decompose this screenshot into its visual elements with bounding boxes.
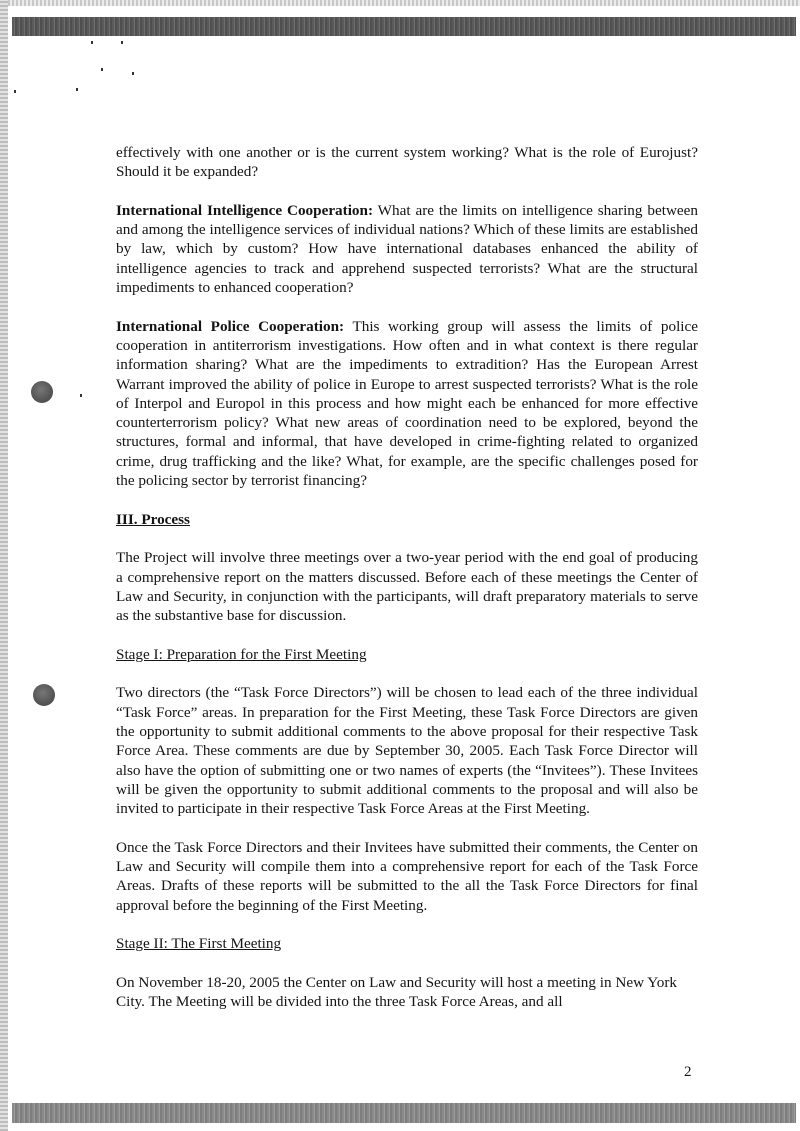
- page-number: 2: [684, 1064, 692, 1080]
- scan-speck: [91, 41, 93, 44]
- process-heading: III. Process: [116, 510, 190, 528]
- scan-edge-top: [0, 0, 800, 6]
- continuation-paragraph: effectively with one another or is the current system working? What is the role of Eurojust? Should it be expanded?: [116, 144, 698, 181]
- police-cooperation-label: International Police Cooperation:: [116, 317, 345, 335]
- scan-speck: [80, 394, 82, 397]
- scan-bar-bottom: [12, 1103, 796, 1123]
- scan-speck: [132, 72, 134, 75]
- stage-1-heading: Stage I: Preparation for the First Meeting: [116, 645, 367, 663]
- scan-speck: [101, 68, 103, 71]
- stage-2-paragraph-1: On November 18-20, 2005 the Center on Law and Security will host a meeting in New York City. The Meeting will be divided into the three Task Force Areas, and all: [116, 973, 677, 1011]
- intelligence-cooperation-label: International Intelligence Cooperation:: [116, 201, 374, 219]
- document-body: [116, 143, 698, 1031]
- stage-2-heading: Stage II: The First Meeting: [116, 935, 282, 953]
- process-intro-paragraph: The Project will involve three meetings over a two-year period with the end goal of producing a comprehensive report on the matters discussed. Before each of these meetings the Center of Law and Security, in conjunction with the participants, will draft preparatory materials to serve as the substantive base for discussion.: [116, 549, 698, 625]
- stage-1-paragraph-2: Once the Task Force Directors and their Invitees have submitted their comments, the Center on Law and Security will compile them into a comprehensive report for each of the Task Force Areas. Drafts of these reports will be submitted to the all the Task Force Directors for final approval before the beginning of the First Meeting.: [116, 838, 698, 914]
- police-cooperation-paragraph: [116, 317, 698, 491]
- scan-speck: [14, 90, 16, 93]
- scan-bar-top: [12, 17, 796, 36]
- police-cooperation-text: This working group will assess the limits of police cooperation in antiterrorism investigations. How often and in what context is there regular information sharing? What are the impediments to extradition? Has the European Arrest Warrant improved the ability of police in Europe to arrest suspected terrorists? What is the role of Interpol and Europol in this process and how might each be enhanced for more effective counterterrorism policy? What new areas of coordination need to be explored, beyond the structures, formal and informal, that have developed in crime-fighting related to organized crime, drug trafficking and the like? What, for example, are the specific challenges posed for the policing sector by terrorist financing?: [116, 317, 698, 490]
- intelligence-cooperation-paragraph: [116, 201, 698, 297]
- punch-hole-upper: [31, 381, 53, 403]
- punch-hole-lower: [33, 684, 55, 706]
- intelligence-cooperation-text: What are the limits on intelligence sharing between and among the intelligence services of individual nations? Which of these limits are established by law, which by custom? How have international databases enhanced the ability of intelligence agencies to track and apprehend suspected terrorists? What are the structural impediments to enhanced cooperation?: [116, 201, 698, 297]
- scan-edge-left: [0, 0, 8, 1131]
- scan-speck: [76, 88, 78, 91]
- scan-speck: [121, 41, 123, 44]
- stage-1-paragraph-1: Two directors (the “Task Force Directors”) will be chosen to lead each of the three individual “Task Force” areas. In preparation for the First Meeting, these Task Force Directors are given the opportunity to submit additional comments to the above proposal for their respective Task Force Area. These comments are due by September 30, 2005. Each Task Force Director will also have the option of submitting one or two names of experts (the “Invitees”). These Invitees will be given the opportunity to submit additional comments to the proposal and will also be invited to participate in their respective Task Force Areas at the First Meeting.: [116, 684, 698, 818]
